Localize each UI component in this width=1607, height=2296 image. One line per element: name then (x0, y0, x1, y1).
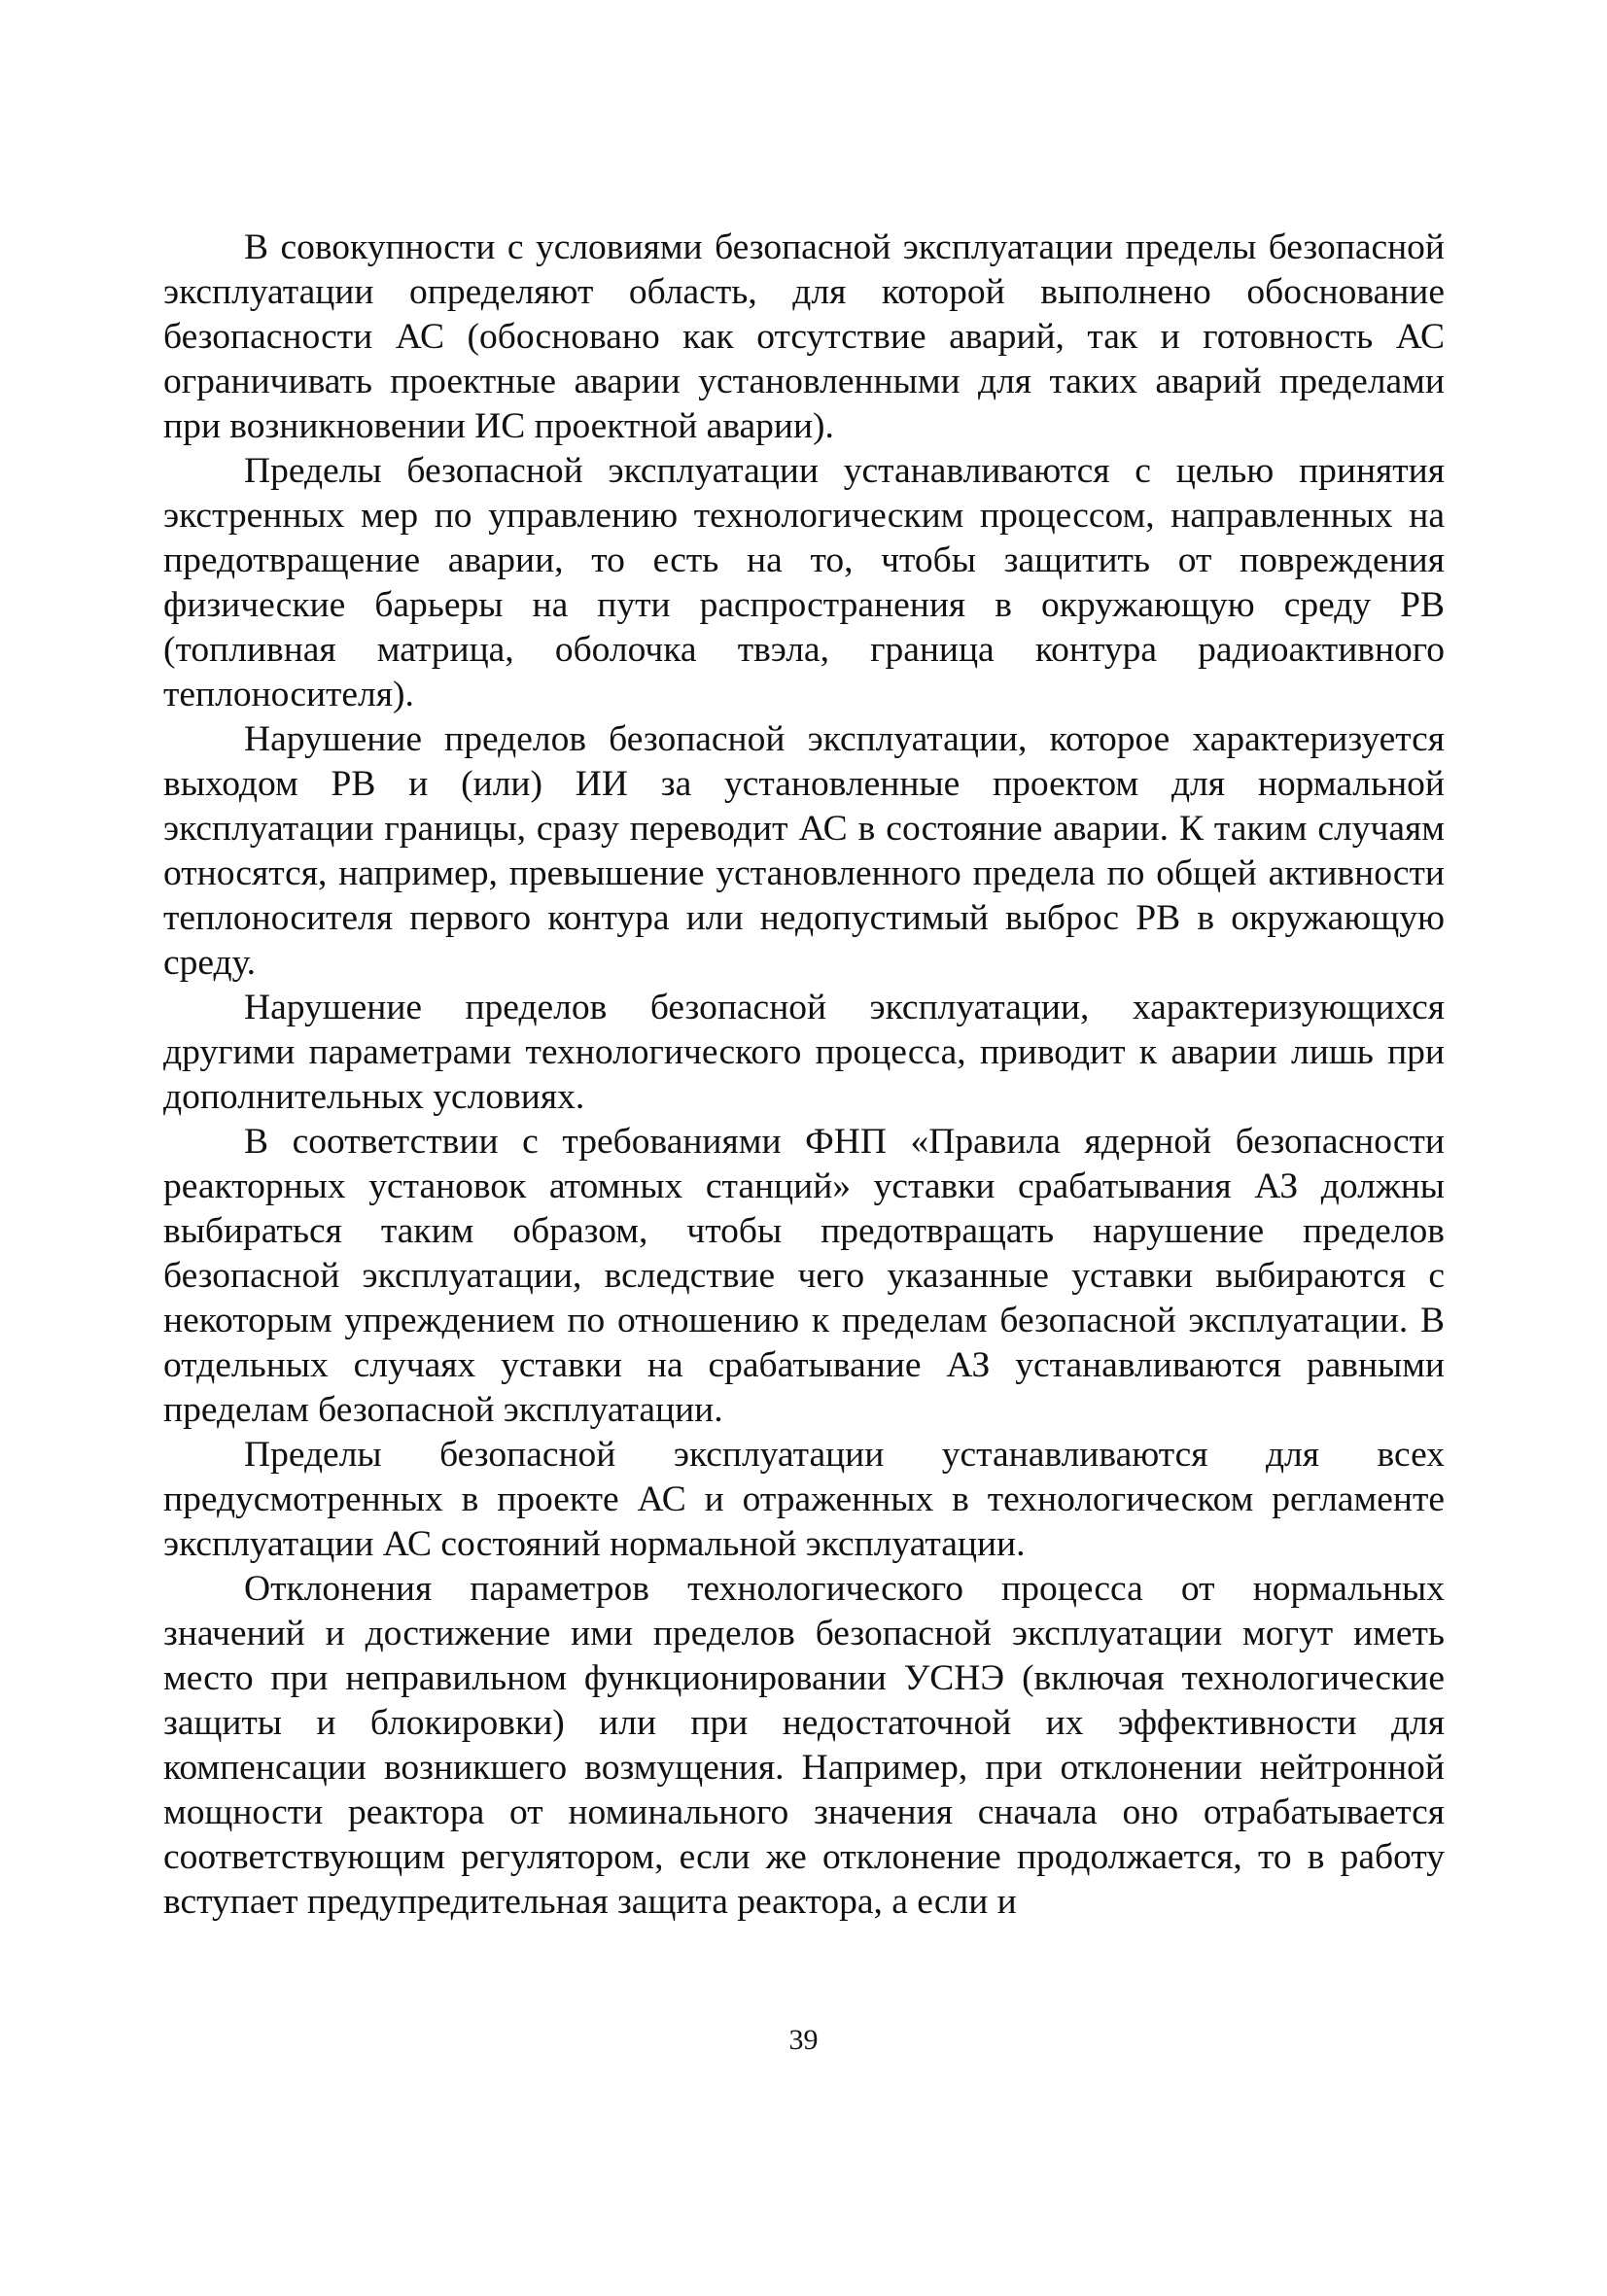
page-number: 39 (788, 2024, 819, 2056)
paragraph-3: Нарушение пределов безопасной эксплуатации, которое характеризуется выходом РВ и (или) ИИ за установленные проектом для нормальной эксплуатации границы, сразу переводит АС в состояние аварии. К таким случаям относятся, например, превышение установленного предела по общей активности теплоносителя первого контура или недопустимый выброс РВ в окружающую среду. (163, 719, 1445, 983)
paragraph-2: Пределы безопасной эксплуатации устанавливаются с целью принятия экстренных мер по управлению технологическим процессом, направленных на предотвращение аварии, то есть на то, чтобы защитить от повреждения физические барьеры на пути распространения в окружающую среду РВ (топливная матрица, оболочка твэла, граница контура радиоактивного теплоносителя). (163, 451, 1445, 714)
paragraph-7: Отклонения параметров технологического процесса от нормальных значений и достижение ими пределов безопасной эксплуатации могут иметь место при неправильном функционировании УСНЭ (включая технологические защиты и блокировки) или при недостаточной их эффективности для компенсации возникшего возмущения. Например, при отклонении нейтронной мощности реактора от номинального значения сначала оно отрабатывается соответствующим регулятором, если же отклонение продолжается, то в работу вступает предупредительная защита реактора, а если и (163, 1569, 1445, 1922)
paragraph-4: Нарушение пределов безопасной эксплуатации, характеризующихся другими параметрами технологического процесса, приводит к аварии лишь при дополнительных условиях. (163, 988, 1445, 1117)
paragraph-6: Пределы безопасной эксплуатации устанавливаются для всех предусмотренных в проекте АС и отраженных в технологическом регламенте эксплуатации АС состояний нормальной эксплуатации. (163, 1435, 1445, 1564)
body-text (163, 226, 1445, 1925)
paragraph-5: В соответствии с требованиями ФНП «Правила ядерной безопасности реакторных установок атомных станций» уставки срабатывания АЗ должны выбираться таким образом, чтобы предотвращать нарушение пределов безопасной эксплуатации, вследствие чего указанные уставки выбираются с некоторым упреждением по отношению к пределам безопасной эксплуатации. В отдельных случаях уставки на срабатывание АЗ устанавливаются равными пределам безопасной эксплуатации. (163, 1122, 1445, 1430)
paragraph-1: В совокупности с условиями безопасной эксплуатации пределы безопасной эксплуатации определяют область, для которой выполнено обоснование безопасности АС (обосновано как отсутствие аварий, так и готовность АС ограничивать проектные аварии установленными для таких аварий пределами при возникновении ИС проектной аварии). (163, 227, 1445, 446)
